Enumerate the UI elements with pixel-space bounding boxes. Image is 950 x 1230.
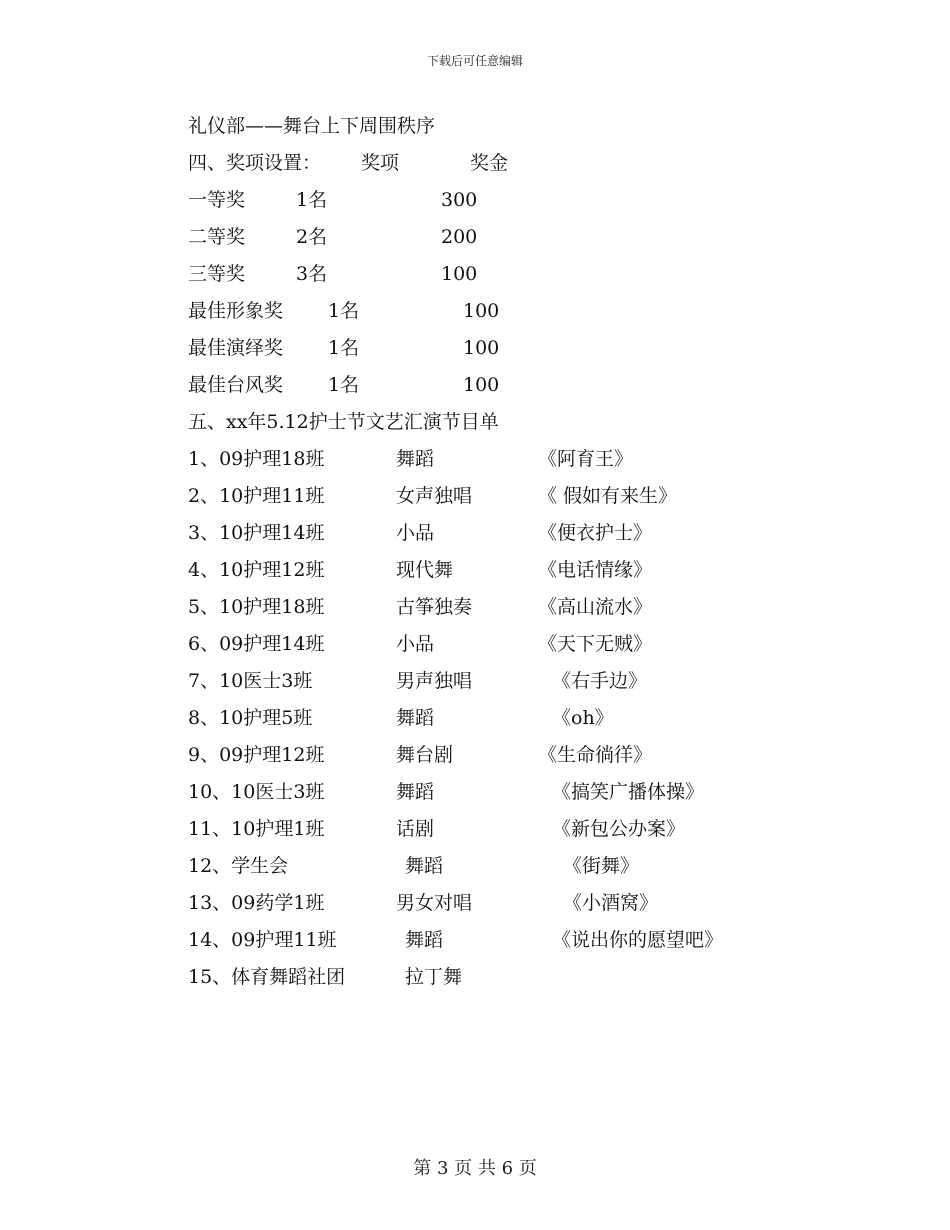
program-title: 《电话情缘》 — [538, 559, 653, 581]
program-type: 小品 — [396, 522, 435, 544]
program-heading-row — [188, 404, 888, 441]
program-performer: 11、10护理1班 — [188, 818, 325, 840]
program-performer: 6、09护理14班 — [188, 633, 325, 655]
program-type: 男声独唱 — [396, 670, 473, 692]
program-type: 舞蹈 — [396, 448, 435, 470]
program-item — [188, 441, 888, 478]
award-count: 1名 — [328, 337, 360, 359]
page-footer: 第 3 页 共 6 页 — [413, 1158, 537, 1179]
program-item — [188, 515, 888, 552]
award-row — [188, 367, 888, 404]
award-prize: 100 — [463, 374, 500, 396]
program-performer: 3、10护理14班 — [188, 522, 325, 544]
intro-text: 礼仪部——舞台上下周围秩序 — [188, 115, 436, 137]
program-type: 舞蹈 — [396, 707, 435, 729]
award-count: 1名 — [328, 374, 360, 396]
intro-line — [188, 108, 888, 145]
program-item — [188, 848, 888, 885]
award-count: 1名 — [296, 189, 328, 211]
awards-col-prize: 奖金 — [470, 152, 509, 174]
program-type: 女声独唱 — [396, 485, 473, 507]
page-header: 下载后可任意编辑 — [426, 54, 523, 68]
award-name: 二等奖 — [188, 226, 246, 248]
award-name: 最佳形象奖 — [188, 300, 284, 322]
program-title: 《街舞》 — [563, 855, 640, 877]
program-performer: 9、09护理12班 — [188, 744, 325, 766]
program-item — [188, 626, 888, 663]
program-performer: 14、09护理11班 — [188, 929, 337, 951]
program-item — [188, 959, 888, 996]
program-title: 《说出你的愿望吧》 — [552, 929, 724, 951]
program-heading: 五、xx年5.12护士节文艺汇演节目单 — [188, 411, 499, 433]
program-performer: 13、09药学1班 — [188, 892, 325, 914]
award-count: 1名 — [328, 300, 360, 322]
program-performer: 2、10护理11班 — [188, 485, 325, 507]
program-type: 拉丁舞 — [405, 966, 463, 988]
program-type: 小品 — [396, 633, 435, 655]
award-name: 最佳演绎奖 — [188, 337, 284, 359]
program-type: 男女对唱 — [396, 892, 473, 914]
program-title: 《生命徜徉》 — [538, 744, 653, 766]
program-title: 《便衣护士》 — [538, 522, 653, 544]
program-title: 《阿育王》 — [538, 448, 634, 470]
program-performer: 12、学生会 — [188, 855, 289, 877]
program-title: 《 假如有来生》 — [538, 485, 678, 507]
program-item — [188, 885, 888, 922]
program-item — [188, 737, 888, 774]
program-item — [188, 552, 888, 589]
program-type: 现代舞 — [396, 559, 454, 581]
program-type: 舞蹈 — [396, 781, 435, 803]
award-prize: 100 — [441, 263, 478, 285]
program-item — [188, 774, 888, 811]
program-item — [188, 589, 888, 626]
program-item — [188, 478, 888, 515]
program-item — [188, 700, 888, 737]
program-performer: 7、10医士3班 — [188, 670, 313, 692]
document-body — [188, 108, 888, 996]
program-type: 舞台剧 — [396, 744, 454, 766]
program-performer: 4、10护理12班 — [188, 559, 325, 581]
award-name: 三等奖 — [188, 263, 246, 285]
program-title: 《高山流水》 — [538, 596, 653, 618]
program-performer: 10、10医士3班 — [188, 781, 325, 803]
program-performer: 5、10护理18班 — [188, 596, 325, 618]
program-performer: 8、10护理5班 — [188, 707, 313, 729]
awards-col-award: 奖项 — [361, 152, 400, 174]
award-count: 2名 — [296, 226, 328, 248]
award-row — [188, 256, 888, 293]
award-prize: 100 — [463, 337, 500, 359]
program-title: 《新包公办案》 — [552, 818, 686, 840]
award-row — [188, 293, 888, 330]
award-prize: 100 — [463, 300, 500, 322]
program-type: 话剧 — [396, 818, 435, 840]
program-title: 《搞笑广播体操》 — [552, 781, 705, 803]
program-item — [188, 922, 888, 959]
award-name: 一等奖 — [188, 189, 246, 211]
award-row — [188, 330, 888, 367]
award-prize: 300 — [441, 189, 478, 211]
program-title: 《右手边》 — [552, 670, 648, 692]
program-type: 舞蹈 — [405, 929, 444, 951]
award-row — [188, 219, 888, 256]
program-title: 《天下无贼》 — [538, 633, 653, 655]
program-title: 《oh》 — [552, 707, 614, 729]
program-performer: 15、体育舞蹈社团 — [188, 966, 346, 988]
program-item — [188, 811, 888, 848]
awards-heading: 四、奖项设置： — [188, 152, 322, 174]
award-row — [188, 182, 888, 219]
awards-heading-row — [188, 145, 888, 182]
program-type: 舞蹈 — [405, 855, 444, 877]
program-performer: 1、09护理18班 — [188, 448, 325, 470]
award-count: 3名 — [296, 263, 328, 285]
program-title: 《小酒窝》 — [563, 892, 659, 914]
program-type: 古筝独奏 — [396, 596, 473, 618]
award-name: 最佳台风奖 — [188, 374, 284, 396]
program-item — [188, 663, 888, 700]
award-prize: 200 — [441, 226, 478, 248]
